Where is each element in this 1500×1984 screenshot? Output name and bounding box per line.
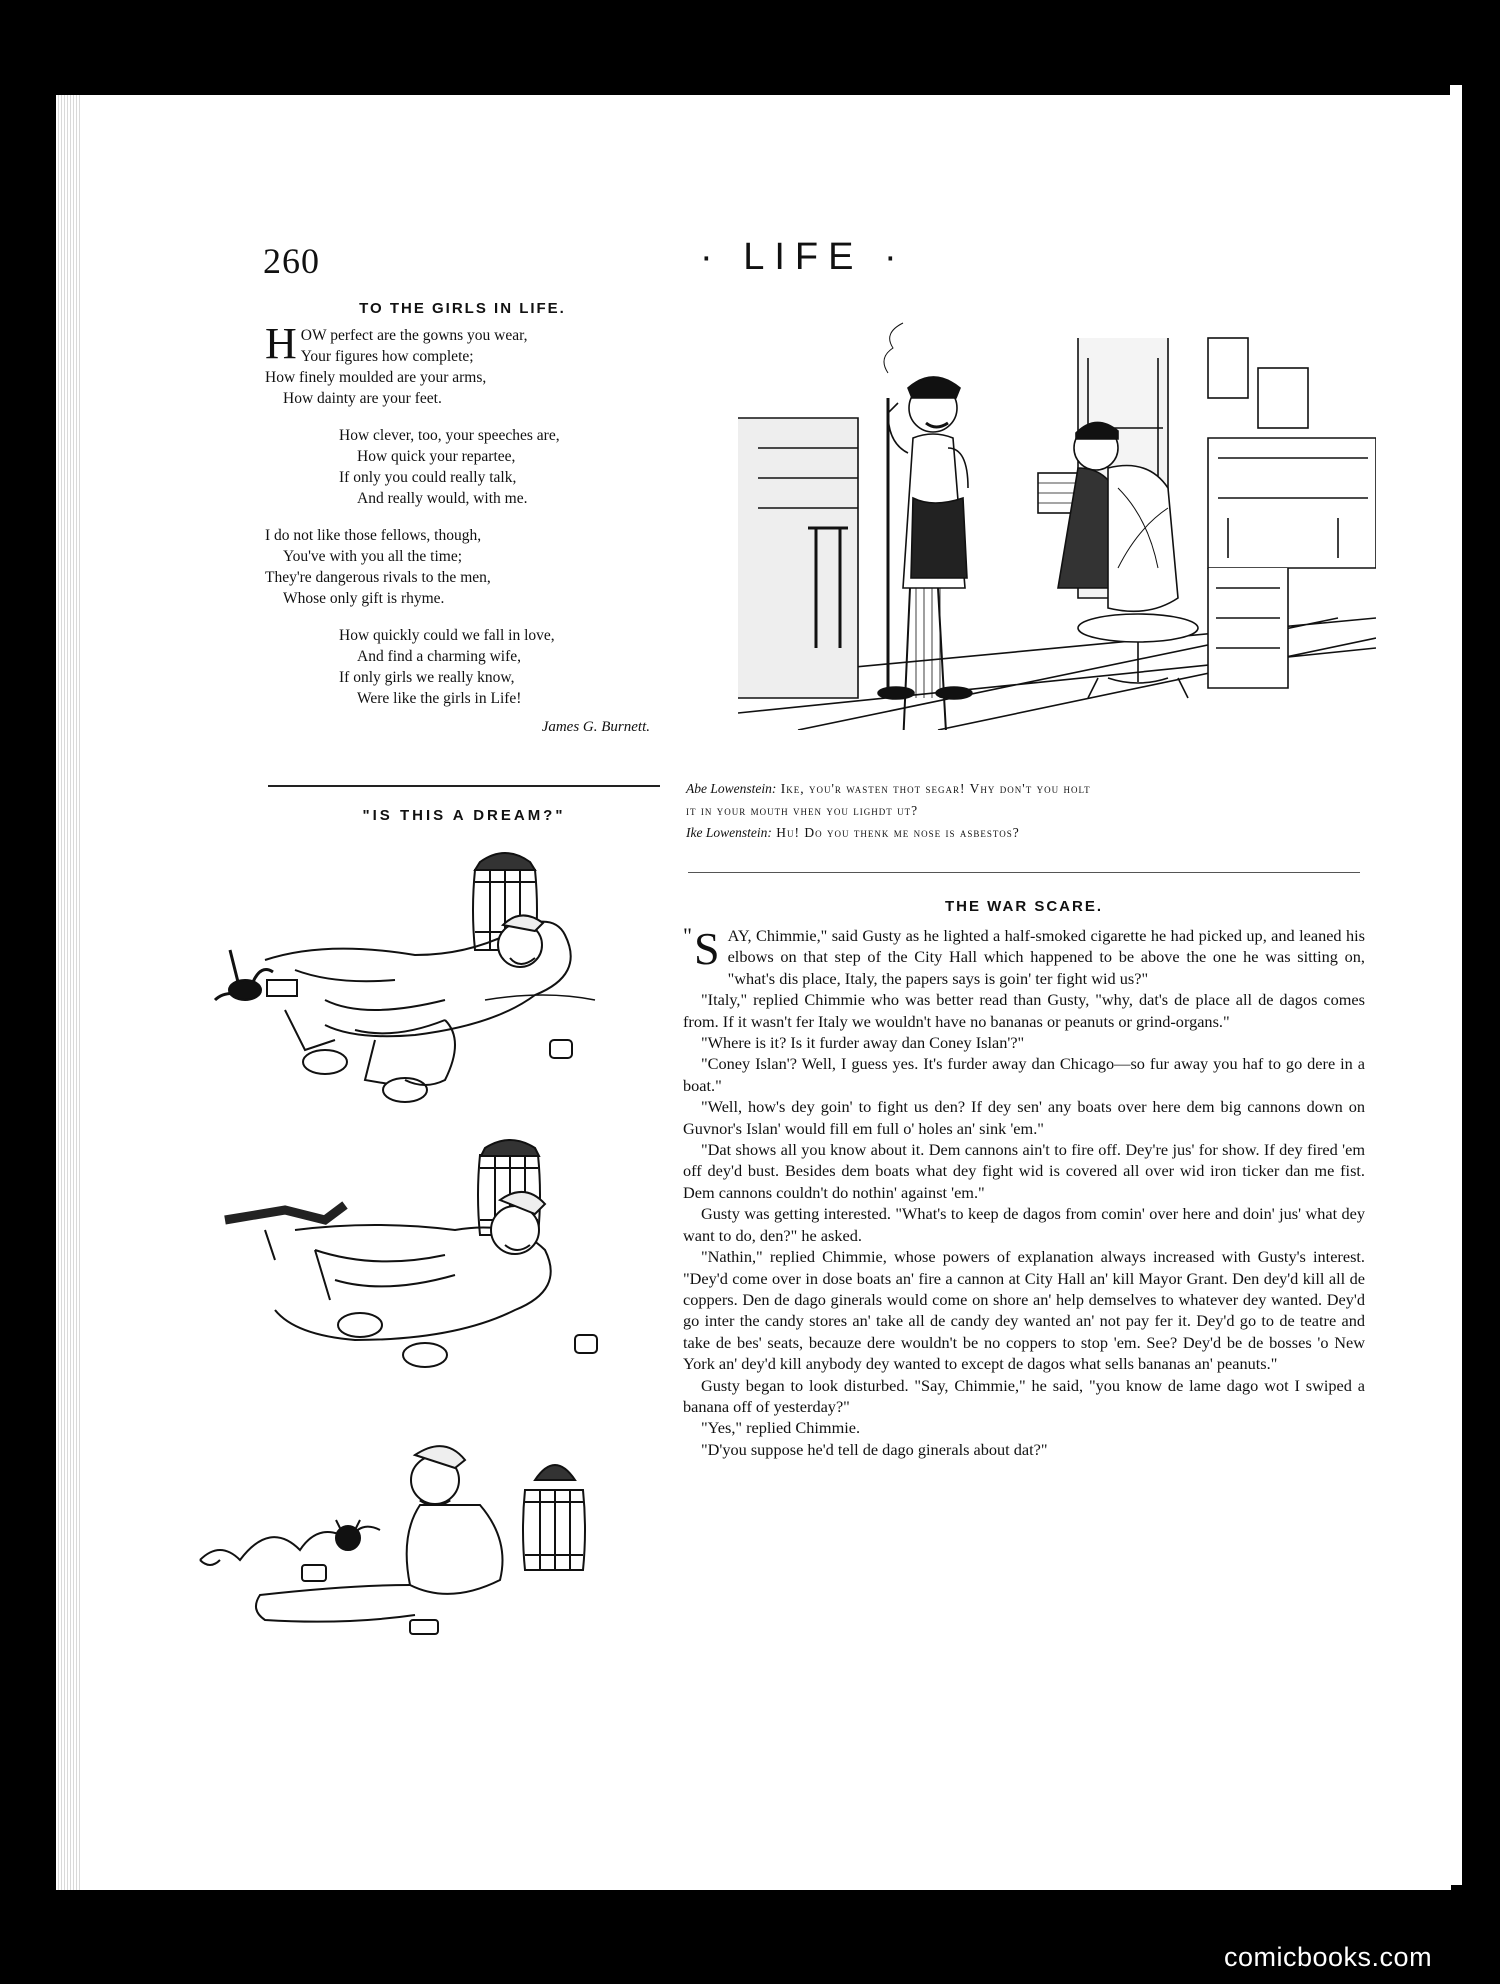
watermark: comicbooks.com [1224,1942,1433,1972]
cartoon-caption-line-2 [686,822,1361,844]
story-paragraph: "D'you suppose he'd tell de dago ginerals about dat?" [701,1439,1048,1459]
poem-line: How clever, too, your speeches are, [339,427,560,444]
poem-line: Whose only gift is rhyme. [283,590,445,607]
cartoon-speaker-ike: Ike Lowenstein: [686,825,772,840]
story-paragraph: "Dat shows all you know about it. Dem cannons ain't to fire off. Dey're jus' for show. If dey fired 'em off dey'd bust. Besides dem boats what dey fight wid is covered all over wid iron ticker dan me fist. Dem cannons couldn't do nothin' against 'em." [683,1140,1365,1202]
poem-line: You've with you all the time; [283,548,463,565]
story-paragraph [683,925,1365,989]
divider-rule [268,785,660,787]
poem-dropcap: H [265,319,297,368]
poem-line: They're dangerous rivals to the men, [265,569,491,586]
poem-line: And really would, with me. [357,490,528,507]
war-scare-story [683,898,1365,1460]
poem-stanza-3 [265,525,660,609]
poem-stanza-4 [265,625,660,709]
story-title: THE WAR SCARE. [944,898,1103,915]
story-paragraph: "Italy," replied Chimmie who was better read than Gusty, "why, dat's de place all de dagos comes from. If it wasn't fer Italy we wouldn't have no bananas or peanuts or grind-organs." [683,990,1365,1031]
story-paragraph: Gusty began to look disturbed. "Say, Chimmie," he said, "you know de lame dago wot I swiped a banana off of yesterday?" [683,1375,1365,1416]
poem-title: TO THE GIRLS IN LIFE. [359,300,566,317]
cartoon-speaker-abe: Abe Lowenstein: [686,781,777,796]
poem-line: OW perfect are the gowns you wear, [300,327,528,344]
cartoon-dialogue-ike: Hu! Do you thenk me nose is asbestos? [776,825,1020,840]
cartoon-caption [686,778,1361,844]
magazine-title: · LIFE · [700,236,907,278]
cartoon-caption-line-1 [686,778,1361,800]
story-paragraph: "Yes," replied Chimmie. [701,1418,861,1438]
story-dropcap: S [693,923,720,974]
story-paragraph: "Well, how's dey goin' to fight us den? If dey sen' any boats over here dem big cannons down on Guvnor's Islan' would fill em full o' holes an' sink 'em." [683,1097,1365,1138]
poem-line: I do not like those fellows, though, [265,527,482,544]
poem [265,300,660,736]
cartoon-dialogue-abe: Ike, you'r wasten thot segar! Vhy don't you holt [780,781,1091,796]
poem-line: If only you could really talk, [339,469,517,486]
story-paragraph: "Nathin," replied Chimmie, whose powers of explanation always increased with Gusty's interest. "Dey'd come over in dose boats an' fire a cannon at City Hall an' kill Mayor Grant. Den dey'd kill all de coppers. Den de dago ginerals would come on shore an' help demselves to whatever dey wanted. Dey'd go inter the candy stores an' take all de candy dey wanted an' not pay fer it. Dey'd go to de teatre and take de bes' seats, becauze dere wouldn't be no coppers to stop 'em. See? Dey'd be de bosses 'o New York an' dey'd kill anybody dey wanted to except de dagos what sells bananas an' peanuts." [683,1247,1365,1374]
poem-line: Were like the girls in Life! [357,690,522,707]
story-paragraph: "Coney Islan'? Well, I guess yes. It's furder away dan Chicago—so fur away you haf to go dere in a boat." [683,1054,1365,1095]
poem-line: How quickly could we fall in love, [339,627,555,644]
poem-line: How quick your repartee, [357,448,516,465]
poem-author: James G. Burnett. [541,719,650,735]
poem-line: Your figures how complete; [300,348,474,365]
dream-panel-1-illustration [205,840,625,1110]
dream-title: "IS THIS A DREAM?" [362,807,566,824]
lowenstein-cartoon-illustration [738,318,1376,730]
poem-line: If only girls we really know, [339,669,515,686]
poem-line: How dainty are your feet. [283,390,442,407]
scan-border [1462,0,1500,1984]
next-page-edge [1450,85,1462,1885]
poem-line: How finely moulded are your arms, [265,369,487,386]
story-paragraph: "Where is it? Is it furder away dan Coney Islan'?" [701,1033,1025,1053]
story-paragraph: Gusty was getting interested. "What's to keep de dagos from comin' over here and doin' jus' what dey want to do, den?" he asked. [683,1204,1365,1245]
dream-panel-2-illustration [205,1130,625,1390]
poem-line: And find a charming wife, [357,648,521,665]
story-paragraph-text: AY, Chimmie," said Gusty as he lighted a half-smoked cigarette he had picked up, and leaned his elbows on that step of the City Hall which happened to be above the one he was sitting on, "what's dis place, Italy, the papers says is goin' ter fight wid us?" [727,926,1365,988]
cartoon-dialogue-abe-cont: it in your mouth vhen you lighdt ut? [686,803,919,818]
poem-stanza-2 [265,425,660,509]
page-number: 260 [263,241,320,281]
story-open-quote: " [683,923,692,948]
dream-panel-3-illustration [190,1410,630,1650]
poem-stanza-1 [265,319,660,409]
page-edges [56,95,80,1890]
divider-rule [688,872,1360,873]
